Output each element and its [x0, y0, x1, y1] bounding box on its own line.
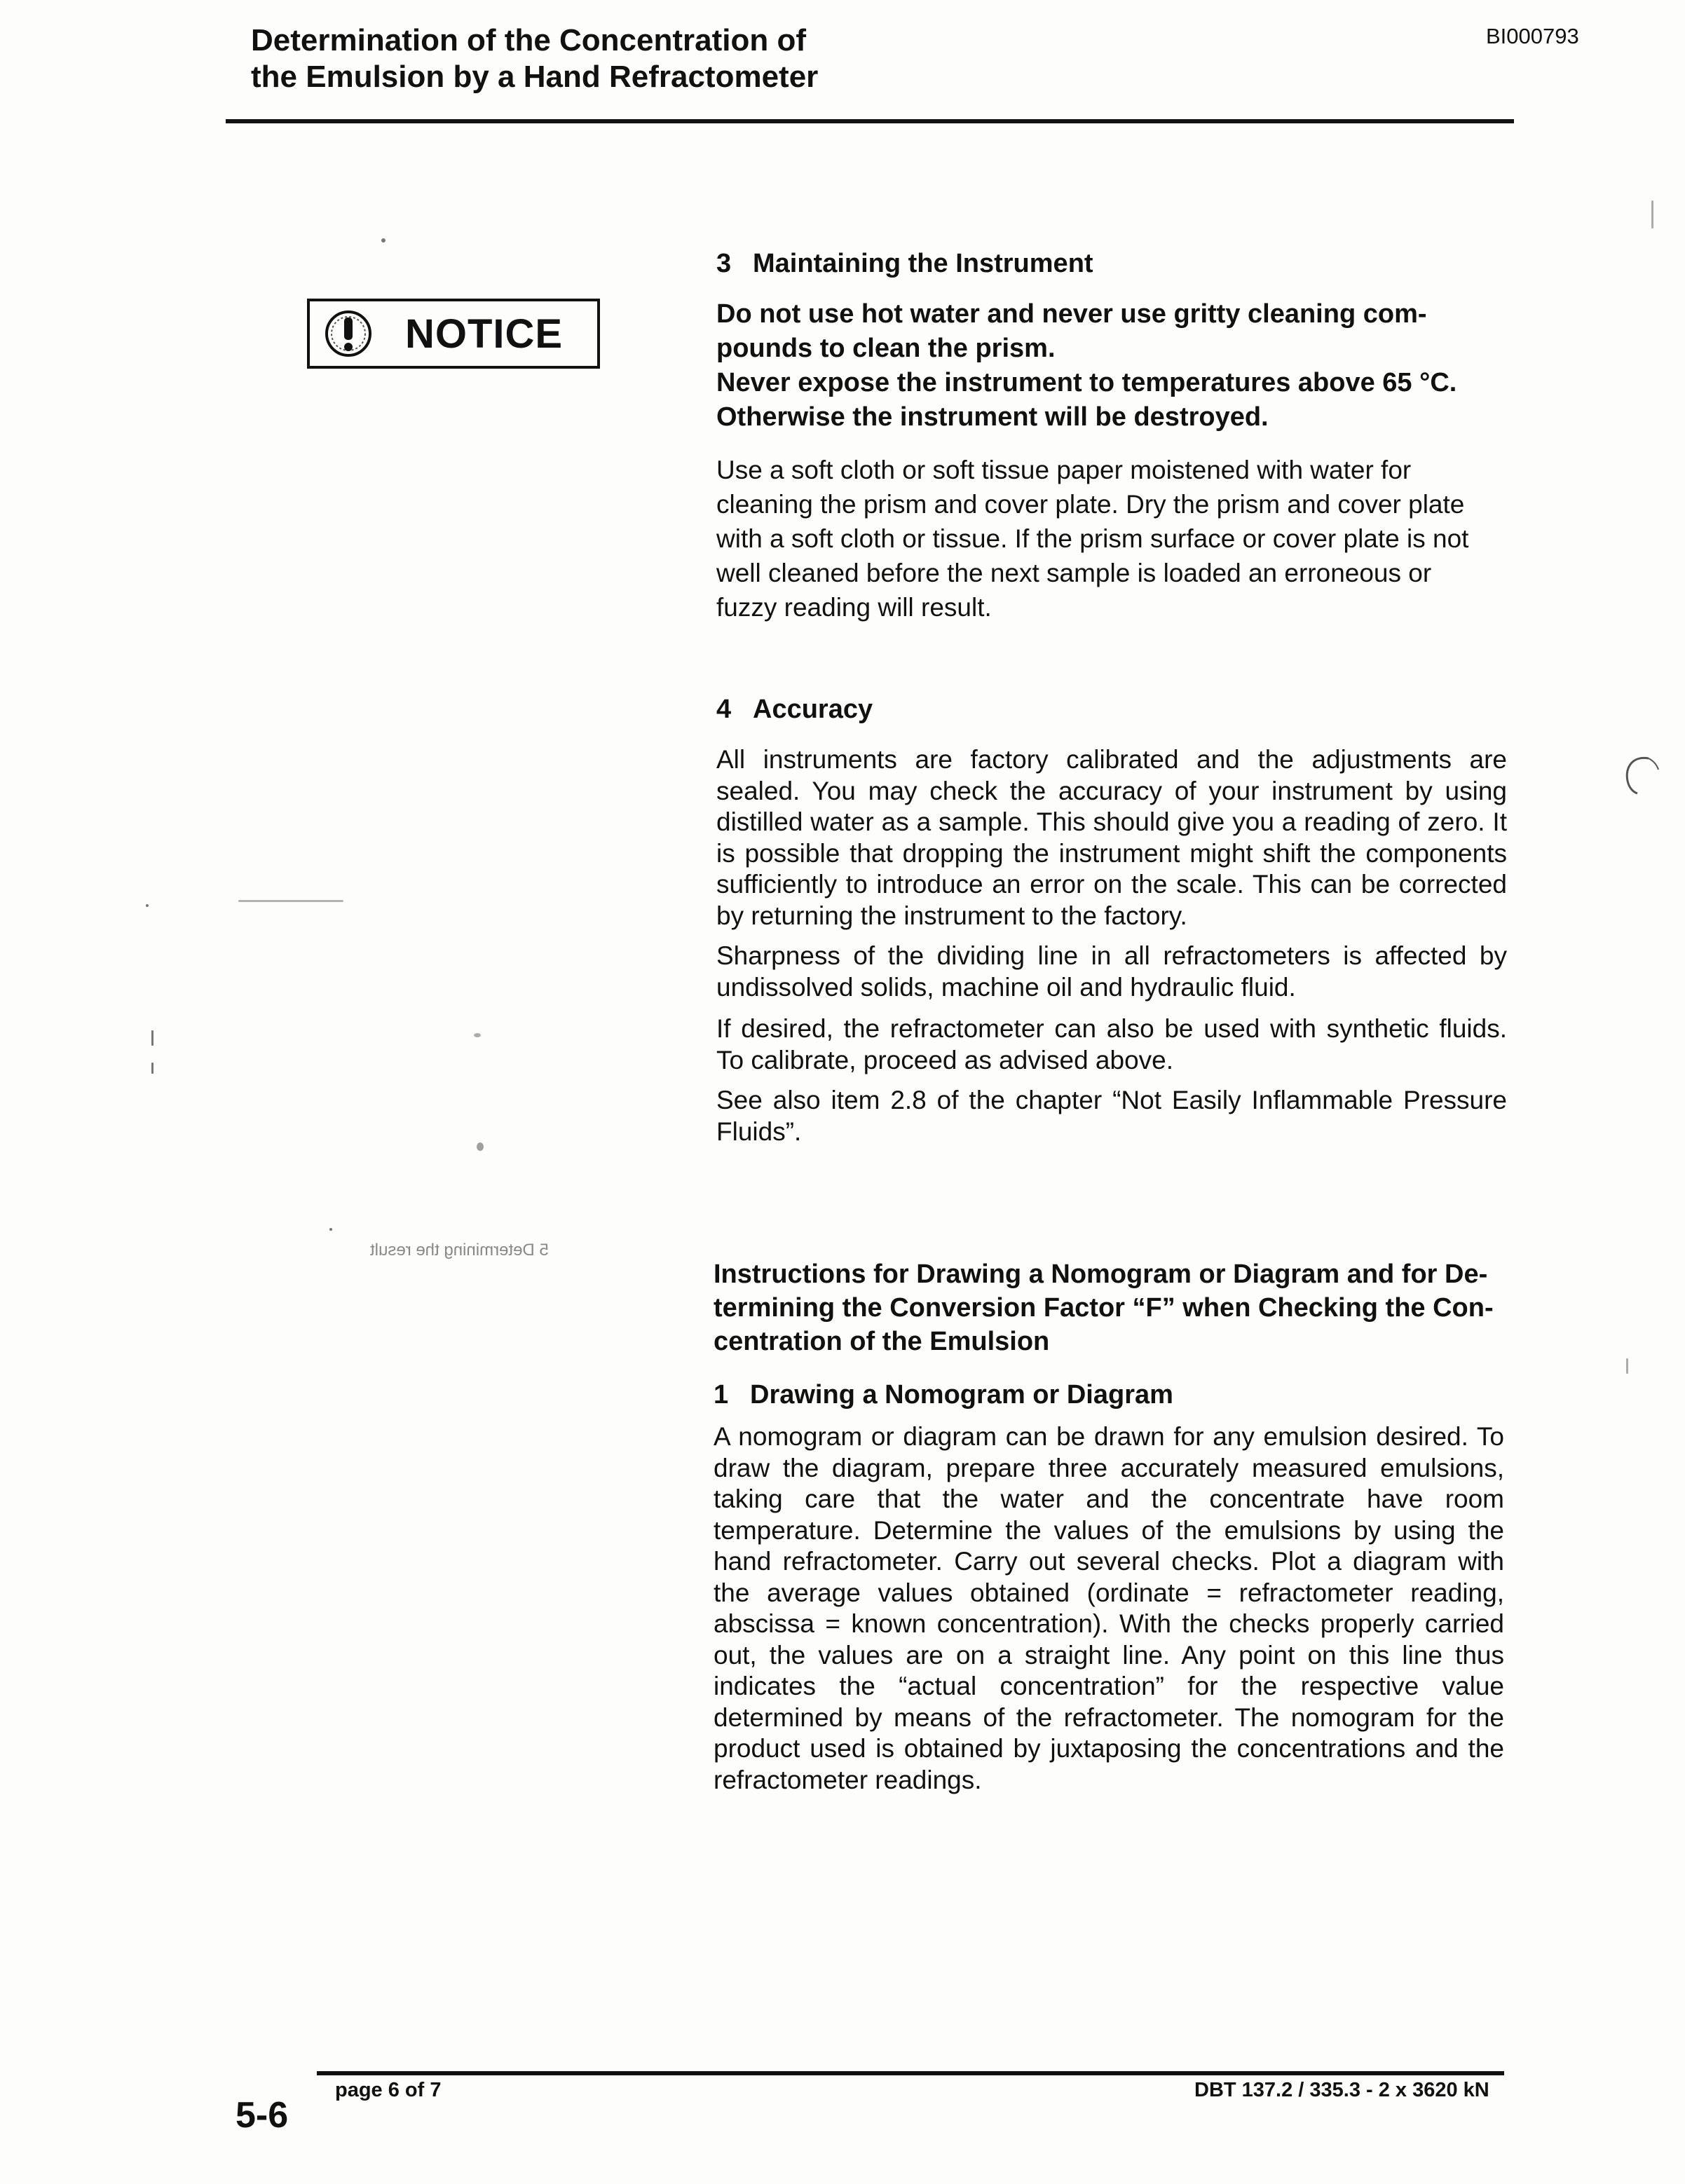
instructions-heading: [714, 1257, 1513, 1358]
instructions-heading-line: termining the Conversion Factor “F” when Checking the Con-: [714, 1293, 1494, 1323]
notice-box: [307, 299, 600, 369]
section-4-paragraph-3: If desired, the refractometer can also be used with synthetic fluids. To calibrate, proceed as advised above.: [716, 1014, 1507, 1074]
show-through-text: 5 Determining the result: [370, 1241, 549, 1260]
subsection-1-title: Drawing a Nomogram or Diagram: [750, 1380, 1173, 1410]
scan-speck: [474, 1033, 481, 1037]
section-3-heading: [716, 247, 1507, 280]
section-3-title: Maintaining the Instrument: [753, 249, 1093, 278]
warning-line: Do not use hot water and never use gritty cleaning com-: [716, 299, 1427, 329]
notice-label: NOTICE: [405, 310, 564, 357]
header-rule: [226, 119, 1514, 123]
document-reference: DBT 137.2 / 335.3 - 2 x 3620 kN: [1194, 2079, 1489, 2101]
section-4-title: Accuracy: [753, 695, 873, 724]
document-title: [251, 22, 1162, 95]
section-4-heading: [716, 692, 1507, 726]
subsection-1-heading: [714, 1378, 1173, 1412]
subsection-1-number: 1: [714, 1380, 729, 1410]
instructions-heading-line: centration of the Emulsion: [714, 1327, 1050, 1356]
warning-line: Otherwise the instrument will be destroyed.: [716, 402, 1269, 432]
section-4-number: 4: [716, 695, 732, 724]
instructions-heading-line: Instructions for Drawing a Nomogram or Diagram and for De-: [714, 1260, 1488, 1289]
scan-speck: [1651, 200, 1653, 228]
warning-line: pounds to clean the prism.: [716, 334, 1056, 363]
footer-rule: [317, 2071, 1504, 2075]
body-line: well cleaned before the next sample is loaded an erroneous or: [716, 559, 1432, 587]
scan-speck: [381, 238, 386, 243]
scan-speck: [146, 904, 149, 907]
title-line-1: Determination of the Concentration of: [251, 23, 806, 57]
page-number: page 6 of 7: [335, 2079, 442, 2101]
document-id: BI000793: [1486, 24, 1579, 48]
scan-speck: [1626, 1358, 1628, 1374]
scan-speck: [151, 1063, 154, 1074]
section-4-paragraph-4: See also item 2.8 of the chapter “Not Easily Inflammable Pressure Fluids”.: [716, 1086, 1507, 1146]
margin-mark: [1621, 753, 1663, 802]
title-line-2: the Emulsion by a Hand Refractometer: [251, 60, 819, 94]
scan-speck: [477, 1142, 484, 1151]
scan-speck: [329, 1228, 332, 1231]
section-4-paragraph-2: Sharpness of the dividing line in all refractometers is affected by undissolved solids, machine oil and hydraulic fluid.: [716, 941, 1507, 1002]
body-line: fuzzy reading will result.: [716, 593, 992, 622]
section-3-body: [716, 453, 1507, 625]
section-3-number: 3: [716, 249, 732, 278]
scan-speck: [238, 900, 343, 902]
warning-line: Never expose the instrument to temperatures above 65 °C.: [716, 368, 1457, 397]
exclamation-circle-icon: [324, 309, 373, 358]
section-page-number: 5-6: [236, 2095, 289, 2136]
body-line: Use a soft cloth or soft tissue paper moistened with water for: [716, 456, 1412, 484]
body-line: with a soft cloth or tissue. If the prism surface or cover plate is not: [716, 524, 1469, 553]
body-line: cleaning the prism and cover plate. Dry the prism and cover plate: [716, 490, 1465, 519]
subsection-1-paragraph: A nomogram or diagram can be drawn for any emulsion desired. To draw the diagram, prepare three accurately measured emulsions, taking care that the water and the concentrate have room temperature. Determine the values of the emulsions by using the hand refractometer. Carry out several checks. Plot a diagram with the average values obtained (ordinate = refractometer reading, abscissa = known concentration). With the checks properly carried out, the values are on a straight line. Any point on this line thus indicates the “actual concentration” for the respective value determined by means of the refractometer. The nomogram for the product used is obtained by juxtaposing the concentrations and the refractometer readings.: [714, 1422, 1504, 1794]
scan-speck: [151, 1030, 154, 1046]
section-4-paragraph-1: All instruments are factory calibrated and the adjustments are sealed. You may check the accuracy of your instrument by using distilled water as a sample. This should give you a reading of zero. It is possible that dropping the instrument might shift the components sufficiently to introduce an error on the scale. This can be corrected by returning the instrument to the factory.: [716, 745, 1507, 930]
section-3-warning: [716, 297, 1507, 435]
